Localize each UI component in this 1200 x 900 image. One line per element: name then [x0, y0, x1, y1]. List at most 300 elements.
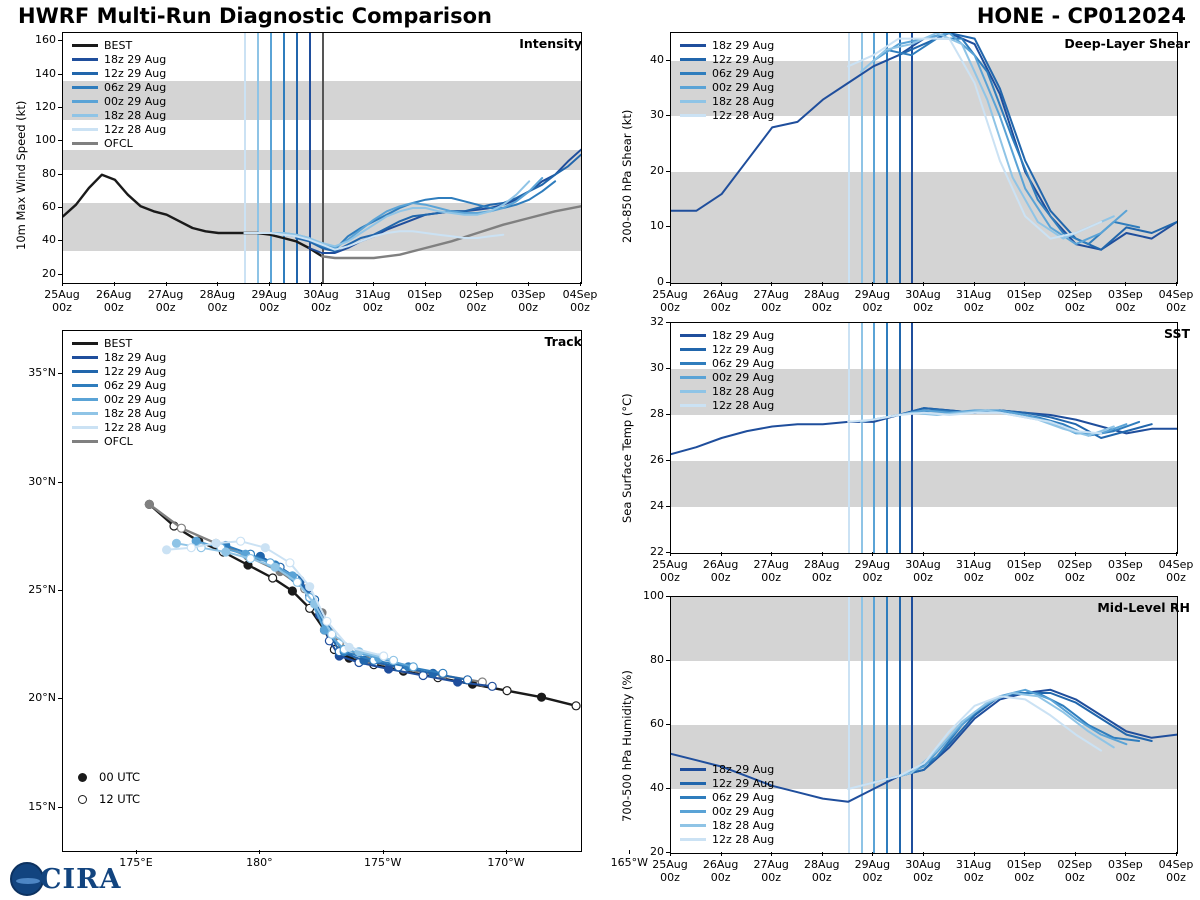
track-line: [149, 504, 482, 682]
y-axis-tick-label: 100: [35, 133, 56, 147]
track-point-12utc: [246, 555, 254, 563]
y-axis-tick-mark: [666, 596, 670, 597]
legend-item: [680, 80, 774, 94]
legend-swatch: [680, 810, 706, 813]
x-axis-tick-label: 31Aug 00z: [955, 288, 992, 314]
y-axis-tick-label: 20: [650, 845, 664, 858]
track-point-12utc: [323, 617, 331, 625]
track-point-12utc: [177, 524, 185, 532]
filled-dot-icon: [78, 773, 87, 782]
track-point-00utc: [271, 563, 279, 571]
y-axis-tick-mark: [58, 74, 62, 75]
y-axis-tick-mark: [58, 174, 62, 175]
legend-swatch: [680, 782, 706, 785]
data-series-line: [848, 39, 1101, 239]
legend-item: [680, 328, 774, 342]
intensity-ylabel: 10m Max Wind Speed (kt): [14, 100, 28, 250]
y-axis-tick-label: 40: [42, 233, 56, 247]
x-axis-tick-label: 26Aug 00z: [702, 558, 739, 584]
track-point-12utc: [409, 663, 417, 671]
cira-logo: [10, 862, 130, 896]
rh-legend: [680, 762, 774, 846]
x-axis-tick-mark: [771, 552, 772, 556]
data-series-line: [848, 413, 1101, 434]
x-axis-tick-mark: [1125, 552, 1126, 556]
sst-legend: [680, 328, 774, 412]
legend-item: [72, 136, 166, 150]
legend-label: 18z 29 Aug: [712, 762, 775, 776]
x-axis-tick-mark: [580, 282, 581, 286]
legend-label: 12z 29 Aug: [104, 66, 167, 80]
x-axis-tick-mark: [974, 282, 975, 286]
intensity-legend: [72, 38, 166, 150]
x-axis-tick-label: 04Sep 00z: [562, 288, 598, 314]
track-point-00utc: [163, 546, 171, 554]
y-axis-tick-mark: [666, 460, 670, 461]
x-axis-tick-mark: [923, 852, 924, 856]
shear-legend: [680, 38, 774, 122]
legend-item: [72, 108, 166, 122]
legend-swatch: [680, 86, 706, 89]
track-symbol-legend-item: [78, 766, 140, 788]
y-axis-tick-label: 10: [650, 219, 664, 233]
legend-item: [680, 384, 774, 398]
legend-label: 12z 29 Aug: [104, 364, 167, 378]
legend-swatch: [72, 342, 98, 345]
legend-swatch: [72, 440, 98, 443]
legend-item: [680, 356, 774, 370]
legend-label: 12z 29 Aug: [712, 342, 775, 356]
legend-item: [72, 378, 166, 392]
x-axis-tick-label: 30Aug 00z: [905, 288, 941, 314]
legend-label: 18z 29 Aug: [712, 38, 775, 52]
y-axis-tick-mark: [58, 274, 62, 275]
track-y-tick-label: 15°N: [28, 799, 56, 813]
legend-label: BEST: [104, 38, 133, 52]
legend-swatch: [680, 838, 706, 841]
legend-label: 12z 28 Aug: [712, 398, 775, 412]
track-point-00utc: [538, 693, 546, 701]
legend-swatch: [680, 404, 706, 407]
track-symbol-legend-label: 00 UTC: [99, 770, 141, 784]
x-axis-tick-label: 01Sep 00z: [1006, 288, 1042, 314]
legend-swatch: [680, 72, 706, 75]
y-axis-tick-mark: [58, 207, 62, 208]
track-point-12utc: [390, 656, 398, 664]
legend-item: [680, 832, 774, 846]
legend-swatch: [72, 128, 98, 131]
shear-ylabel: 200-850 hPa Shear (kt): [620, 109, 634, 243]
y-axis-tick-label: 80: [650, 653, 664, 666]
legend-swatch: [680, 768, 706, 771]
x-axis-tick-label: 28Aug 00z: [199, 288, 236, 314]
x-axis-tick-label: 02Sep 00z: [1057, 558, 1093, 584]
legend-swatch: [72, 44, 98, 47]
legend-swatch: [680, 114, 706, 117]
legend-label: 12z 28 Aug: [712, 832, 775, 846]
legend-label: 06z 29 Aug: [712, 66, 775, 80]
legend-swatch: [72, 370, 98, 373]
x-axis-tick-mark: [425, 282, 426, 286]
x-axis-tick-label: 01Sep 00z: [1006, 558, 1042, 584]
data-series-line: [899, 408, 1152, 438]
x-axis-tick-mark: [822, 852, 823, 856]
sst-title: SST: [1164, 326, 1190, 341]
x-axis-tick-label: 27Aug 00z: [147, 288, 184, 314]
track-point-12utc: [293, 578, 301, 586]
legend-label: 00z 29 Aug: [712, 370, 775, 384]
track-x-tick-mark: [506, 850, 507, 854]
x-axis-tick-label: 03Sep 00z: [1108, 858, 1143, 884]
track-x-tick-mark: [383, 850, 384, 854]
y-axis-tick-label: 160: [35, 33, 56, 47]
legend-item: [680, 790, 774, 804]
legend-swatch: [72, 398, 98, 401]
legend-swatch: [680, 362, 706, 365]
globe-icon: [10, 862, 44, 896]
y-axis-tick-label: 60: [42, 200, 56, 213]
track-y-tick-mark: [58, 590, 62, 591]
track-y-tick-label: 30°N: [28, 474, 56, 488]
y-axis-tick-mark: [666, 414, 670, 415]
legend-swatch: [680, 824, 706, 827]
legend-item: [72, 406, 166, 420]
x-axis-tick-mark: [1176, 852, 1177, 856]
x-axis-tick-label: 31Aug 00z: [955, 858, 992, 884]
legend-label: 18z 28 Aug: [104, 406, 167, 420]
track-point-00utc: [261, 544, 269, 552]
legend-label: 18z 28 Aug: [712, 94, 775, 108]
legend-label: 18z 28 Aug: [104, 108, 167, 122]
x-axis-tick-mark: [1024, 852, 1025, 856]
x-axis-tick-mark: [269, 282, 270, 286]
legend-label: 00z 29 Aug: [104, 392, 167, 406]
x-axis-tick-mark: [822, 552, 823, 556]
track-y-tick-mark: [58, 373, 62, 374]
legend-label: 12z 28 Aug: [104, 122, 167, 136]
x-axis-tick-mark: [721, 552, 722, 556]
legend-item: [680, 398, 774, 412]
shear-panel: [600, 28, 1200, 318]
x-axis-tick-label: 29Aug 00z: [251, 288, 287, 314]
y-axis-tick-mark: [666, 226, 670, 227]
y-axis-tick-label: 20: [650, 163, 664, 177]
track-y-tick-mark: [58, 482, 62, 483]
y-axis-tick-label: 32: [650, 315, 664, 328]
legend-swatch: [72, 100, 98, 103]
track-y-tick-mark: [58, 698, 62, 699]
legend-label: 06z 29 Aug: [712, 356, 775, 370]
legend-swatch: [72, 426, 98, 429]
legend-swatch: [72, 384, 98, 387]
track-line: [226, 546, 443, 674]
legend-item: [680, 370, 774, 384]
track-point-00utc: [172, 539, 180, 547]
legend-item: [72, 392, 166, 406]
track-point-12utc: [269, 574, 277, 582]
data-series-line: [270, 178, 542, 248]
y-axis-tick-label: 100: [643, 589, 664, 602]
data-series-line: [63, 175, 322, 257]
x-axis-tick-mark: [872, 552, 873, 556]
track-point-00utc: [222, 548, 230, 556]
x-axis-tick-mark: [721, 282, 722, 286]
x-axis-tick-label: 03Sep 00z: [1108, 558, 1143, 584]
open-dot-icon: [78, 795, 87, 804]
track-point-12utc: [503, 687, 511, 695]
track-point-00utc: [306, 583, 314, 591]
track-point-12utc: [237, 537, 245, 545]
x-axis-tick-mark: [872, 852, 873, 856]
x-axis-tick-mark: [771, 852, 772, 856]
x-axis-tick-label: 26Aug 00z: [702, 858, 739, 884]
legend-item: [680, 52, 774, 66]
legend-item: [72, 364, 166, 378]
y-axis-tick-label: 40: [650, 52, 664, 66]
track-y-tick-label: 25°N: [28, 583, 56, 596]
x-axis-tick-label: 02Sep 00z: [1057, 288, 1093, 314]
x-axis-tick-label: 29Aug 00z: [854, 558, 891, 584]
intensity-title: Intensity: [519, 36, 582, 51]
track-point-12utc: [464, 676, 472, 684]
legend-item: [680, 818, 774, 832]
x-axis-tick-label: 30Aug 00z: [905, 858, 941, 884]
legend-item: [680, 94, 774, 108]
y-axis-tick-label: 0: [657, 275, 664, 288]
legend-item: [72, 420, 166, 434]
x-axis-tick-label: 28Aug 00z: [804, 288, 840, 314]
legend-item: [72, 38, 166, 52]
legend-swatch: [72, 356, 98, 359]
x-axis-tick-mark: [62, 282, 63, 286]
x-axis-tick-label: 01Sep 00z: [1006, 858, 1042, 884]
y-axis-tick-mark: [58, 140, 62, 141]
track-x-tick-label: 175°W: [363, 856, 402, 869]
legend-label: 00z 29 Aug: [712, 804, 775, 818]
data-series-line: [296, 155, 581, 252]
y-axis-tick-mark: [666, 368, 670, 369]
rh-panel: [600, 589, 1200, 892]
legend-swatch: [680, 376, 706, 379]
legend-item: [72, 434, 166, 448]
y-axis-tick-label: 120: [35, 100, 56, 113]
x-axis-tick-label: 25Aug 00z: [44, 288, 80, 314]
track-x-tick-label: 165°W: [610, 856, 649, 869]
x-axis-tick-mark: [373, 282, 374, 286]
x-axis-tick-label: 27Aug 00z: [753, 558, 789, 584]
legend-item: [72, 122, 166, 136]
x-axis-tick-mark: [923, 552, 924, 556]
legend-swatch: [680, 390, 706, 393]
track-point-12utc: [286, 559, 294, 567]
legend-item: [72, 80, 166, 94]
x-axis-tick-mark: [1075, 852, 1076, 856]
x-axis-tick-label: 28Aug 00z: [804, 858, 840, 884]
y-axis-tick-label: 20: [42, 266, 56, 280]
track-point-12utc: [572, 702, 580, 710]
track-title: Track: [544, 334, 582, 349]
legend-label: 18z 28 Aug: [712, 384, 775, 398]
rh-title: Mid-Level RH: [1097, 600, 1190, 615]
legend-item: [680, 66, 774, 80]
x-axis-tick-label: 31Aug 00z: [955, 558, 992, 584]
track-point-00utc: [212, 539, 220, 547]
x-axis-tick-mark: [217, 282, 218, 286]
track-x-tick-mark: [136, 850, 137, 854]
data-series-line: [899, 33, 1177, 250]
x-axis-tick-label: 27Aug 00z: [753, 288, 789, 314]
x-axis-tick-label: 25Aug 00z: [652, 558, 688, 584]
legend-swatch: [680, 796, 706, 799]
x-axis-tick-mark: [1024, 282, 1025, 286]
x-axis-tick-label: 30Aug 00z: [303, 288, 339, 314]
x-axis-tick-mark: [528, 282, 529, 286]
x-axis-tick-mark: [670, 282, 671, 286]
x-axis-tick-mark: [822, 282, 823, 286]
y-axis-tick-label: 40: [650, 781, 664, 794]
y-axis-tick-label: 22: [650, 545, 664, 558]
y-axis-tick-label: 28: [650, 407, 664, 420]
y-axis-tick-mark: [666, 724, 670, 725]
x-axis-tick-label: 30Aug 00z: [905, 558, 941, 584]
track-legend: [72, 336, 166, 448]
y-axis-tick-label: 30: [650, 361, 664, 374]
x-axis-tick-mark: [1075, 282, 1076, 286]
x-axis-tick-label: 27Aug 00z: [753, 858, 789, 884]
x-axis-tick-label: 03Sep 00z: [1108, 288, 1143, 314]
sst-panel: [600, 315, 1200, 590]
legend-item: [680, 38, 774, 52]
x-axis-tick-label: 04Sep 00z: [1158, 858, 1194, 884]
y-axis-tick-label: 140: [35, 66, 56, 80]
x-axis-tick-mark: [166, 282, 167, 286]
track-point-00utc: [145, 500, 153, 508]
x-axis-tick-mark: [923, 282, 924, 286]
legend-label: 00z 29 Aug: [104, 94, 167, 108]
x-axis-tick-mark: [1176, 282, 1177, 286]
legend-label: 18z 29 Aug: [712, 328, 775, 342]
track-line: [149, 504, 576, 706]
x-axis-tick-label: 29Aug 00z: [854, 288, 891, 314]
x-axis-tick-mark: [771, 282, 772, 286]
track-x-tick-label: 175°E: [119, 856, 153, 869]
legend-swatch: [72, 412, 98, 415]
x-axis-tick-mark: [1125, 852, 1126, 856]
legend-item: [72, 336, 166, 350]
x-axis-tick-mark: [670, 552, 671, 556]
x-axis-tick-label: 29Aug 00z: [854, 858, 891, 884]
y-axis-tick-mark: [666, 788, 670, 789]
legend-item: [680, 804, 774, 818]
legend-item: [72, 350, 166, 364]
legend-label: 12z 29 Aug: [712, 52, 775, 66]
track-line: [167, 541, 384, 656]
x-axis-tick-label: 02Sep 00z: [459, 288, 494, 314]
track-y-tick-mark: [58, 807, 62, 808]
legend-swatch: [680, 334, 706, 337]
x-axis-tick-mark: [974, 852, 975, 856]
x-axis-tick-mark: [321, 282, 322, 286]
x-axis-tick-label: 02Sep 00z: [1057, 858, 1093, 884]
track-point-12utc: [380, 652, 388, 660]
y-axis-tick-mark: [58, 40, 62, 41]
legend-swatch: [72, 72, 98, 75]
track-symbol-legend: [78, 766, 140, 810]
x-axis-tick-mark: [974, 552, 975, 556]
track-y-tick-label: 35°N: [28, 366, 56, 380]
track-x-tick-label: 170°W: [487, 856, 525, 869]
y-axis-tick-label: 26: [650, 453, 664, 466]
legend-swatch: [72, 114, 98, 117]
track-y-tick-label: 20°N: [28, 691, 56, 705]
x-axis-tick-label: 04Sep 00z: [1158, 288, 1194, 314]
data-series-line: [886, 39, 1139, 245]
track-symbol-legend-label: 12 UTC: [99, 792, 141, 806]
x-axis-tick-label: 25Aug 00z: [652, 858, 688, 884]
x-axis-tick-label: 26Aug 00z: [96, 288, 132, 314]
track-point-12utc: [187, 544, 195, 552]
x-axis-tick-mark: [670, 852, 671, 856]
legend-item: [680, 762, 774, 776]
legend-item: [72, 66, 166, 80]
x-axis-tick-label: 26Aug 00z: [702, 288, 739, 314]
legend-label: 18z 28 Aug: [712, 818, 775, 832]
legend-swatch: [72, 86, 98, 89]
x-axis-tick-label: 28Aug 00z: [804, 558, 840, 584]
legend-label: 06z 29 Aug: [104, 378, 167, 392]
y-axis-tick-mark: [58, 107, 62, 108]
track-point-12utc: [488, 682, 496, 690]
track-point-12utc: [439, 669, 447, 677]
legend-label: 06z 29 Aug: [104, 80, 167, 94]
x-axis-tick-mark: [114, 282, 115, 286]
track-x-tick-mark: [259, 850, 260, 854]
y-axis-tick-mark: [666, 60, 670, 61]
x-axis-tick-mark: [476, 282, 477, 286]
legend-label: 06z 29 Aug: [712, 790, 775, 804]
legend-item: [680, 342, 774, 356]
legend-label: 12z 28 Aug: [104, 420, 167, 434]
x-axis-tick-label: 25Aug 00z: [652, 288, 688, 314]
legend-item: [72, 94, 166, 108]
y-axis-tick-mark: [666, 115, 670, 116]
rh-ylabel: 700-500 hPa Humidity (%): [620, 670, 634, 822]
legend-label: OFCL: [104, 434, 133, 448]
legend-label: 18z 29 Aug: [104, 350, 167, 364]
track-point-00utc: [288, 587, 296, 595]
legend-label: BEST: [104, 336, 133, 350]
y-axis-tick-mark: [58, 240, 62, 241]
track-point-00utc: [345, 643, 353, 651]
track-symbol-legend-item: [78, 788, 140, 810]
legend-label: 12z 29 Aug: [712, 776, 775, 790]
legend-swatch: [680, 44, 706, 47]
legend-swatch: [72, 142, 98, 145]
legend-swatch: [680, 100, 706, 103]
x-axis-tick-mark: [1024, 552, 1025, 556]
legend-swatch: [680, 348, 706, 351]
x-axis-tick-mark: [1125, 282, 1126, 286]
intensity-panel: [0, 28, 598, 318]
page-title: HWRF Multi-Run Diagnostic Comparison: [18, 4, 493, 28]
storm-id-title: HONE - CP012024: [976, 4, 1186, 28]
legend-label: OFCL: [104, 136, 133, 150]
x-axis-tick-label: 31Aug 00z: [355, 288, 391, 314]
legend-label: 18z 29 Aug: [104, 52, 167, 66]
shear-title: Deep-Layer Shear: [1064, 36, 1190, 51]
x-axis-tick-mark: [1075, 552, 1076, 556]
legend-swatch: [72, 58, 98, 61]
